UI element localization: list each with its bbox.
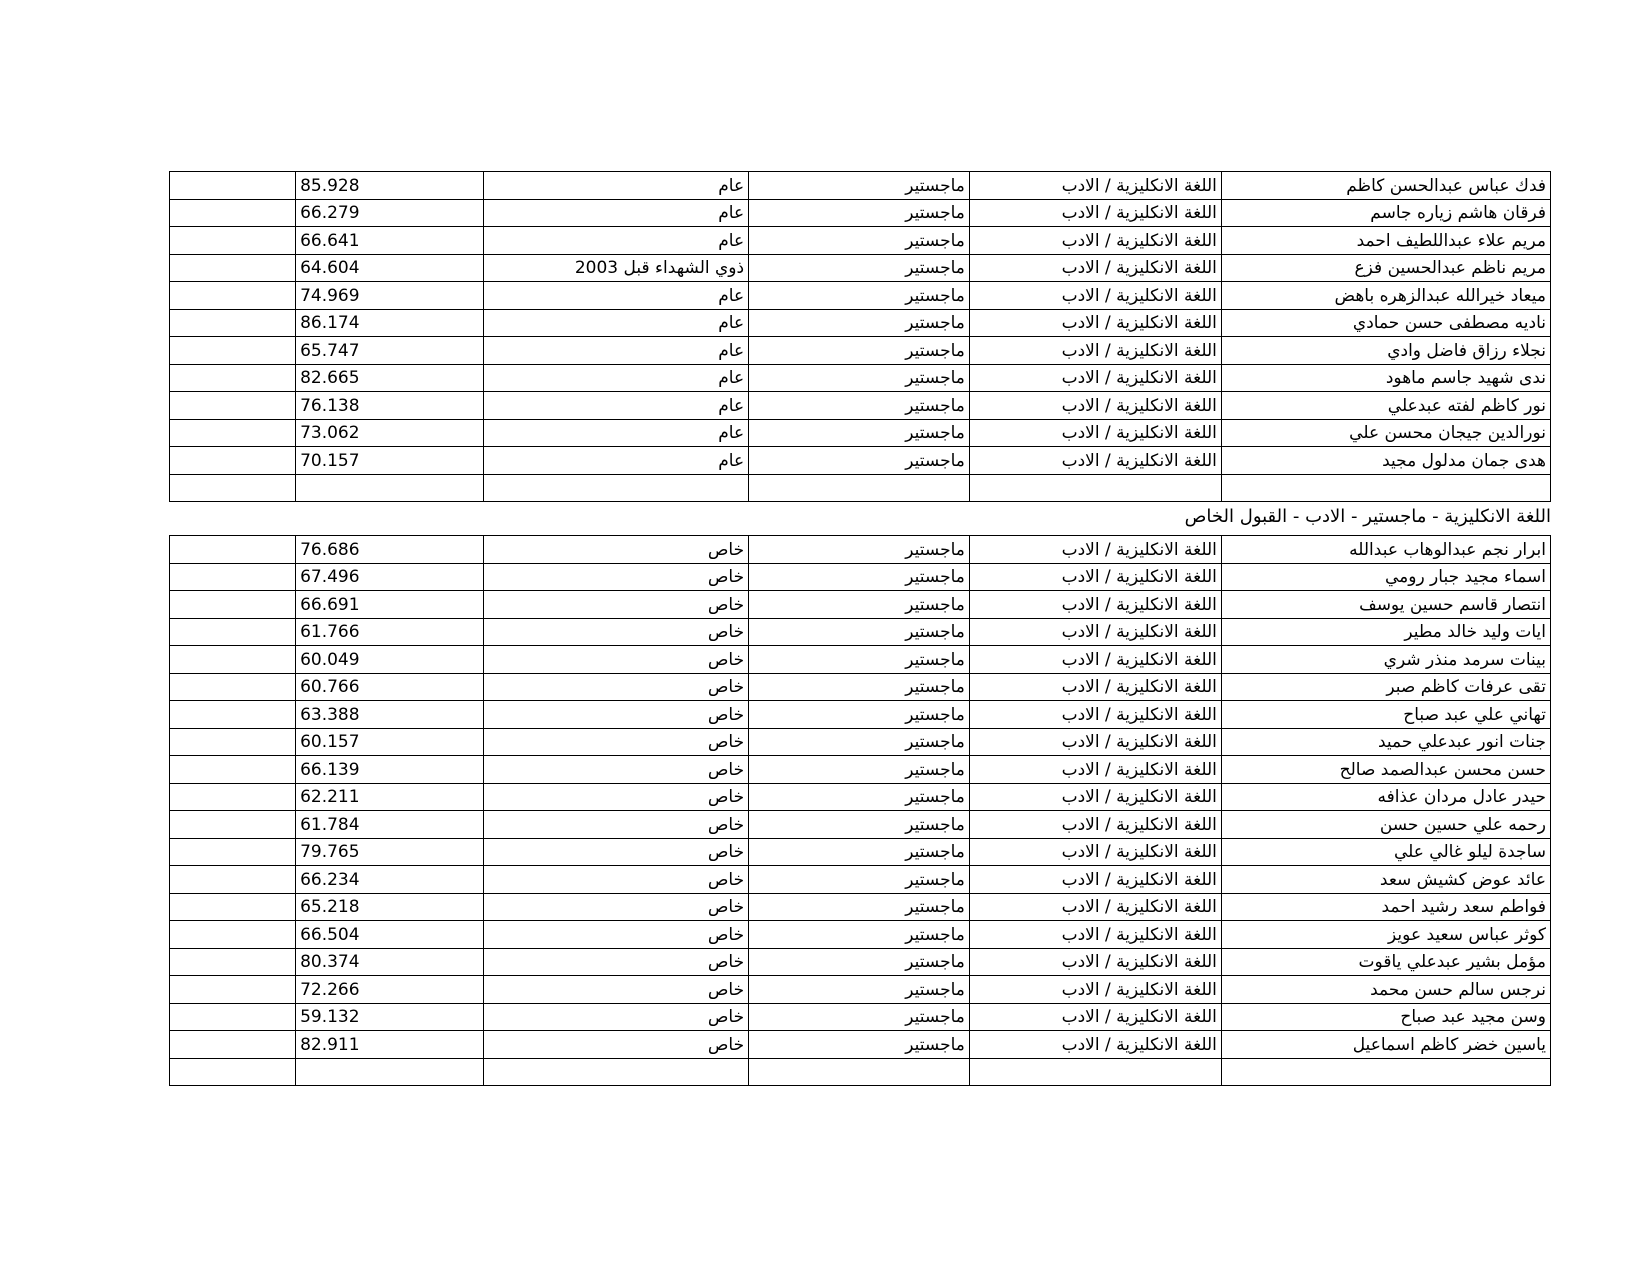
student-name-cell: رحمه علي حسين حسن	[1221, 811, 1550, 839]
table-row	[170, 1058, 1551, 1086]
admission-type-cell: خاص	[483, 673, 749, 701]
score-cell: 60.157	[296, 728, 483, 756]
degree-cell: ماجستير	[749, 337, 970, 365]
table-row	[170, 756, 1551, 784]
department-cell: اللغة الانكليزية / الادب	[969, 618, 1221, 646]
degree-cell: ماجستير	[749, 254, 970, 282]
score-cell: 66.641	[296, 227, 483, 255]
department-cell: اللغة الانكليزية / الادب	[969, 921, 1221, 949]
score-cell: 76.686	[296, 536, 483, 564]
student-name-cell: ميعاد خيرالله عبدالزهره باهض	[1221, 282, 1550, 310]
department-cell: اللغة الانكليزية / الادب	[969, 646, 1221, 674]
admission-type-cell	[483, 474, 749, 502]
admission-type-cell: عام	[483, 309, 749, 337]
table-row	[170, 227, 1551, 255]
empty-cell	[170, 783, 296, 811]
admission-type-cell: عام	[483, 199, 749, 227]
department-cell: اللغة الانكليزية / الادب	[969, 254, 1221, 282]
admission-type-cell: عام	[483, 447, 749, 475]
empty-cell	[170, 563, 296, 591]
empty-cell	[170, 866, 296, 894]
admission-type-cell: عام	[483, 392, 749, 420]
degree-cell: ماجستير	[749, 838, 970, 866]
degree-cell: ماجستير	[749, 563, 970, 591]
student-name-cell: عائد عوض كشيش سعد	[1221, 866, 1550, 894]
degree-cell: ماجستير	[749, 536, 970, 564]
score-cell: 82.665	[296, 364, 483, 392]
admission-type-cell: خاص	[483, 948, 749, 976]
department-cell: اللغة الانكليزية / الادب	[969, 866, 1221, 894]
department-cell: اللغة الانكليزية / الادب	[969, 536, 1221, 564]
admission-type-cell: خاص	[483, 563, 749, 591]
student-name-cell: نرجس سالم حسن محمد	[1221, 976, 1550, 1004]
admission-type-cell: خاص	[483, 701, 749, 729]
empty-cell	[170, 227, 296, 255]
table-body	[170, 536, 1551, 1086]
department-cell: اللغة الانكليزية / الادب	[969, 783, 1221, 811]
score-cell: 66.691	[296, 591, 483, 619]
department-cell: اللغة الانكليزية / الادب	[969, 948, 1221, 976]
admission-type-cell: خاص	[483, 536, 749, 564]
student-name-cell: ابرار نجم عبدالوهاب عبدالله	[1221, 536, 1550, 564]
student-name-cell: وسن مجيد عبد صباح	[1221, 1003, 1550, 1031]
table-row	[170, 948, 1551, 976]
score-cell: 66.139	[296, 756, 483, 784]
admission-type-cell: ذوي الشهداء قبل 2003	[483, 254, 749, 282]
score-cell: 66.234	[296, 866, 483, 894]
table-row	[170, 474, 1551, 502]
degree-cell: ماجستير	[749, 893, 970, 921]
degree-cell: ماجستير	[749, 282, 970, 310]
admission-type-cell: خاص	[483, 756, 749, 784]
degree-cell: ماجستير	[749, 227, 970, 255]
student-name-cell: فرقان هاشم زياره جاسم	[1221, 199, 1550, 227]
admission-type-cell: خاص	[483, 646, 749, 674]
degree-cell: ماجستير	[749, 199, 970, 227]
score-cell: 80.374	[296, 948, 483, 976]
empty-cell	[170, 756, 296, 784]
student-name-cell: مريم ناظم عبدالحسين فزع	[1221, 254, 1550, 282]
department-cell: اللغة الانكليزية / الادب	[969, 392, 1221, 420]
admission-type-cell: خاص	[483, 976, 749, 1004]
student-name-cell: نجلاء رزاق فاضل وادي	[1221, 337, 1550, 365]
department-cell	[969, 1058, 1221, 1086]
admission-type-cell: خاص	[483, 811, 749, 839]
admission-type-cell: خاص	[483, 591, 749, 619]
empty-cell	[170, 419, 296, 447]
student-name-cell: اسماء مجيد جبار رومي	[1221, 563, 1550, 591]
department-cell: اللغة الانكليزية / الادب	[969, 172, 1221, 200]
table-row	[170, 254, 1551, 282]
score-cell: 86.174	[296, 309, 483, 337]
empty-cell	[170, 364, 296, 392]
empty-cell	[170, 728, 296, 756]
degree-cell: ماجستير	[749, 701, 970, 729]
department-cell: اللغة الانكليزية / الادب	[969, 893, 1221, 921]
degree-cell: ماجستير	[749, 811, 970, 839]
student-name-cell: مريم علاء عبداللطيف احمد	[1221, 227, 1550, 255]
admission-type-cell	[483, 1058, 749, 1086]
degree-cell: ماجستير	[749, 783, 970, 811]
degree-cell: ماجستير	[749, 976, 970, 1004]
table-row	[170, 783, 1551, 811]
score-cell: 73.062	[296, 419, 483, 447]
empty-cell	[170, 1058, 296, 1086]
table-row	[170, 447, 1551, 475]
score-cell: 67.496	[296, 563, 483, 591]
results-table-general	[169, 171, 1551, 502]
table-row	[170, 199, 1551, 227]
score-cell: 79.765	[296, 838, 483, 866]
empty-cell	[170, 811, 296, 839]
degree-cell	[749, 1058, 970, 1086]
empty-cell	[170, 838, 296, 866]
admission-type-cell: خاص	[483, 618, 749, 646]
student-name-cell	[1221, 474, 1550, 502]
empty-cell	[170, 646, 296, 674]
student-name-cell: حيدر عادل مردان عذافه	[1221, 783, 1550, 811]
table-row	[170, 419, 1551, 447]
table-row	[170, 309, 1551, 337]
table-row	[170, 364, 1551, 392]
degree-cell	[749, 474, 970, 502]
department-cell: اللغة الانكليزية / الادب	[969, 728, 1221, 756]
student-name-cell: بينات سرمد منذر شري	[1221, 646, 1550, 674]
student-name-cell: هدى جمان مدلول مجيد	[1221, 447, 1550, 475]
table-row	[170, 337, 1551, 365]
empty-cell	[170, 199, 296, 227]
degree-cell: ماجستير	[749, 866, 970, 894]
empty-cell	[170, 948, 296, 976]
degree-cell: ماجستير	[749, 364, 970, 392]
empty-cell	[170, 309, 296, 337]
empty-cell	[170, 673, 296, 701]
empty-cell	[170, 337, 296, 365]
table-row	[170, 563, 1551, 591]
admission-type-cell: خاص	[483, 866, 749, 894]
student-name-cell: انتصار قاسم حسين يوسف	[1221, 591, 1550, 619]
table-row	[170, 866, 1551, 894]
empty-cell	[170, 976, 296, 1004]
empty-cell	[170, 893, 296, 921]
student-name-cell: ايات وليد خالد مطير	[1221, 618, 1550, 646]
score-cell: 82.911	[296, 1031, 483, 1059]
student-name-cell: تهاني علي عبد صباح	[1221, 701, 1550, 729]
empty-cell	[170, 282, 296, 310]
student-name-cell: ياسين خضر كاظم اسماعيل	[1221, 1031, 1550, 1059]
department-cell: اللغة الانكليزية / الادب	[969, 364, 1221, 392]
table-row	[170, 646, 1551, 674]
score-cell: 74.969	[296, 282, 483, 310]
empty-cell	[170, 536, 296, 564]
score-cell: 62.211	[296, 783, 483, 811]
table-row	[170, 618, 1551, 646]
degree-cell: ماجستير	[749, 921, 970, 949]
table-row	[170, 838, 1551, 866]
department-cell: اللغة الانكليزية / الادب	[969, 419, 1221, 447]
empty-cell	[170, 392, 296, 420]
admission-type-cell: عام	[483, 419, 749, 447]
score-cell: 65.218	[296, 893, 483, 921]
department-cell: اللغة الانكليزية / الادب	[969, 199, 1221, 227]
score-cell: 60.766	[296, 673, 483, 701]
admission-type-cell: خاص	[483, 921, 749, 949]
admission-type-cell: عام	[483, 282, 749, 310]
score-cell: 85.928	[296, 172, 483, 200]
table-row	[170, 282, 1551, 310]
results-table-special	[169, 535, 1551, 1086]
department-cell: اللغة الانكليزية / الادب	[969, 756, 1221, 784]
student-name-cell: فواطم سعد رشيد احمد	[1221, 893, 1550, 921]
table-row	[170, 976, 1551, 1004]
score-cell: 59.132	[296, 1003, 483, 1031]
table-row	[170, 536, 1551, 564]
department-cell	[969, 474, 1221, 502]
department-cell: اللغة الانكليزية / الادب	[969, 976, 1221, 1004]
table-row	[170, 172, 1551, 200]
admission-type-cell: خاص	[483, 893, 749, 921]
empty-cell	[170, 921, 296, 949]
degree-cell: ماجستير	[749, 419, 970, 447]
score-cell: 65.747	[296, 337, 483, 365]
student-name-cell: ندى شهيد جاسم ماهود	[1221, 364, 1550, 392]
table-row	[170, 701, 1551, 729]
degree-cell: ماجستير	[749, 948, 970, 976]
table-row	[170, 811, 1551, 839]
score-cell	[296, 1058, 483, 1086]
department-cell: اللغة الانكليزية / الادب	[969, 1003, 1221, 1031]
degree-cell: ماجستير	[749, 309, 970, 337]
department-cell: اللغة الانكليزية / الادب	[969, 1031, 1221, 1059]
student-name-cell: ناديه مصطفى حسن حمادي	[1221, 309, 1550, 337]
table-row	[170, 1031, 1551, 1059]
department-cell: اللغة الانكليزية / الادب	[969, 563, 1221, 591]
admission-type-cell: خاص	[483, 1003, 749, 1031]
score-cell: 63.388	[296, 701, 483, 729]
degree-cell: ماجستير	[749, 392, 970, 420]
degree-cell: ماجستير	[749, 172, 970, 200]
table-row	[170, 673, 1551, 701]
student-name-cell	[1221, 1058, 1550, 1086]
table-row	[170, 893, 1551, 921]
empty-cell	[170, 172, 296, 200]
degree-cell: ماجستير	[749, 646, 970, 674]
empty-cell	[170, 701, 296, 729]
admission-type-cell: خاص	[483, 728, 749, 756]
student-name-cell: كوثر عباس سعيد عويز	[1221, 921, 1550, 949]
degree-cell: ماجستير	[749, 1003, 970, 1031]
student-name-cell: مؤمل بشير عبدعلي ياقوت	[1221, 948, 1550, 976]
admission-type-cell: خاص	[483, 838, 749, 866]
empty-cell	[170, 1031, 296, 1059]
department-cell: اللغة الانكليزية / الادب	[969, 282, 1221, 310]
admission-type-cell: عام	[483, 172, 749, 200]
student-name-cell: ساجدة ليلو غالي علي	[1221, 838, 1550, 866]
department-cell: اللغة الانكليزية / الادب	[969, 701, 1221, 729]
empty-cell	[170, 1003, 296, 1031]
degree-cell: ماجستير	[749, 673, 970, 701]
admission-type-cell: خاص	[483, 1031, 749, 1059]
table-row	[170, 591, 1551, 619]
department-cell: اللغة الانكليزية / الادب	[969, 811, 1221, 839]
score-cell: 70.157	[296, 447, 483, 475]
degree-cell: ماجستير	[749, 1031, 970, 1059]
department-cell: اللغة الانكليزية / الادب	[969, 673, 1221, 701]
empty-cell	[170, 591, 296, 619]
score-cell: 66.279	[296, 199, 483, 227]
score-cell: 76.138	[296, 392, 483, 420]
score-cell: 66.504	[296, 921, 483, 949]
department-cell: اللغة الانكليزية / الادب	[969, 591, 1221, 619]
table-row	[170, 728, 1551, 756]
empty-cell	[170, 254, 296, 282]
score-cell: 60.049	[296, 646, 483, 674]
student-name-cell: نور كاظم لفته عبدعلي	[1221, 392, 1550, 420]
admission-type-cell: خاص	[483, 783, 749, 811]
score-cell: 61.766	[296, 618, 483, 646]
student-name-cell: جنات انور عبدعلي حميد	[1221, 728, 1550, 756]
score-cell: 64.604	[296, 254, 483, 282]
department-cell: اللغة الانكليزية / الادب	[969, 309, 1221, 337]
student-name-cell: حسن محسن عبدالصمد صالح	[1221, 756, 1550, 784]
admission-type-cell: عام	[483, 337, 749, 365]
empty-cell	[170, 474, 296, 502]
table-body	[170, 172, 1551, 502]
table-row	[170, 921, 1551, 949]
score-cell: 72.266	[296, 976, 483, 1004]
section-title-special-admission: اللغة الانكليزية - ماجستير - الادب - القبول الخاص	[1184, 506, 1551, 527]
department-cell: اللغة الانكليزية / الادب	[969, 337, 1221, 365]
student-name-cell: فدك عباس عبدالحسن كاظم	[1221, 172, 1550, 200]
degree-cell: ماجستير	[749, 618, 970, 646]
student-name-cell: نورالدين جيجان محسن علي	[1221, 419, 1550, 447]
degree-cell: ماجستير	[749, 756, 970, 784]
table-row	[170, 1003, 1551, 1031]
admission-type-cell: عام	[483, 364, 749, 392]
empty-cell	[170, 447, 296, 475]
score-cell: 61.784	[296, 811, 483, 839]
student-name-cell: تقى عرفات كاظم صبر	[1221, 673, 1550, 701]
degree-cell: ماجستير	[749, 728, 970, 756]
degree-cell: ماجستير	[749, 591, 970, 619]
department-cell: اللغة الانكليزية / الادب	[969, 447, 1221, 475]
table-row	[170, 392, 1551, 420]
department-cell: اللغة الانكليزية / الادب	[969, 227, 1221, 255]
department-cell: اللغة الانكليزية / الادب	[969, 838, 1221, 866]
empty-cell	[170, 618, 296, 646]
admission-type-cell: عام	[483, 227, 749, 255]
degree-cell: ماجستير	[749, 447, 970, 475]
score-cell	[296, 474, 483, 502]
